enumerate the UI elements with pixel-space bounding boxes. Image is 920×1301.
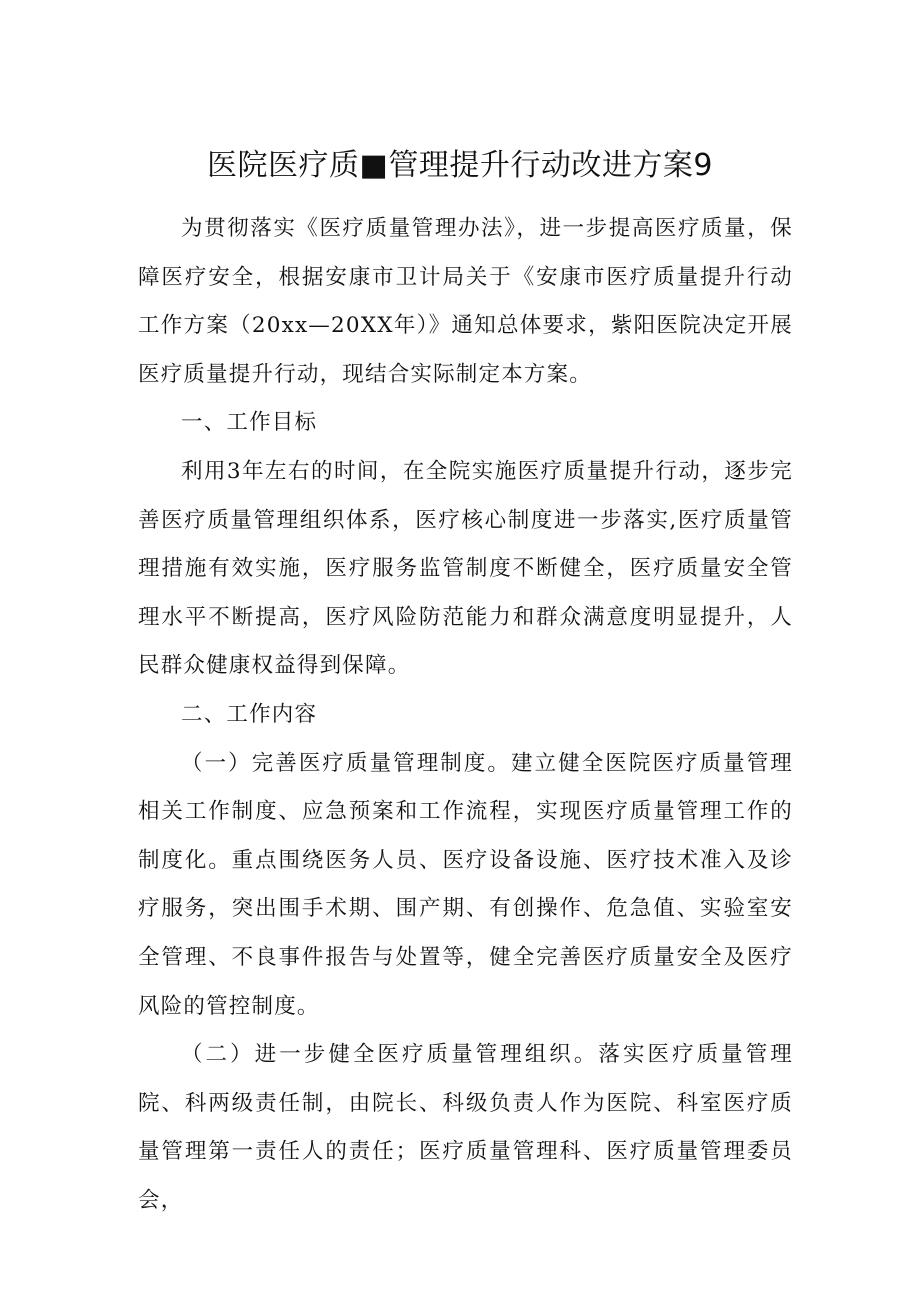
- goals-paragraph: 利用3年左右的时间，在全院实施医疗质量提升行动，逐步完善医疗质量管理组织体系，医疗核心制度进一步落实,医疗质量管理措施有效实施，医疗服务监管制度不断健全，医疗质量安全管理水平不断提高，医疗风险防范能力和群众满意度明显提升，人民群众健康权益得到保障。: [138, 458, 793, 679]
- content-item-2-paragraph: （二）进一步健全医疗质量管理组织。落实医疗质量管理院、科两级责任制，由院长、科级负责人作为医院、科室医疗质量管理第一责任人的责任；医疗质量管理科、医疗质量管理委员会，: [138, 1042, 793, 1213]
- content-item-1-paragraph: （一）完善医疗质量管理制度。建立健全医院医疗质量管理相关工作制度、应急预案和工作流程，实现医疗质量管理工作的制度化。重点围绕医务人员、医疗设备设施、医疗技术准入及诊疗服务，突出围手术期、围产期、有创操作、危急值、实验室安全管理、不良事件报告与处置等，健全完善医疗质量安全及医疗风险的管控制度。: [138, 750, 793, 1019]
- section-heading-goals: 一、工作目标: [181, 410, 318, 436]
- intro-paragraph: 为贯彻落实《医疗质量管理办法》，进一步提高医疗质量，保障医疗安全，根据安康市卫计局关于《安康市医疗质量提升行动工作方案（20xx—20XX年）》通知总体要求，紫阳医院决定开展医疗质量提升行动，现结合实际制定本方案。: [138, 216, 793, 387]
- document-title: 医院医疗质■管理提升行动改进方案9: [207, 148, 713, 183]
- section-heading-content: 二、工作内容: [181, 701, 318, 727]
- document-body: [138, 205, 793, 1225]
